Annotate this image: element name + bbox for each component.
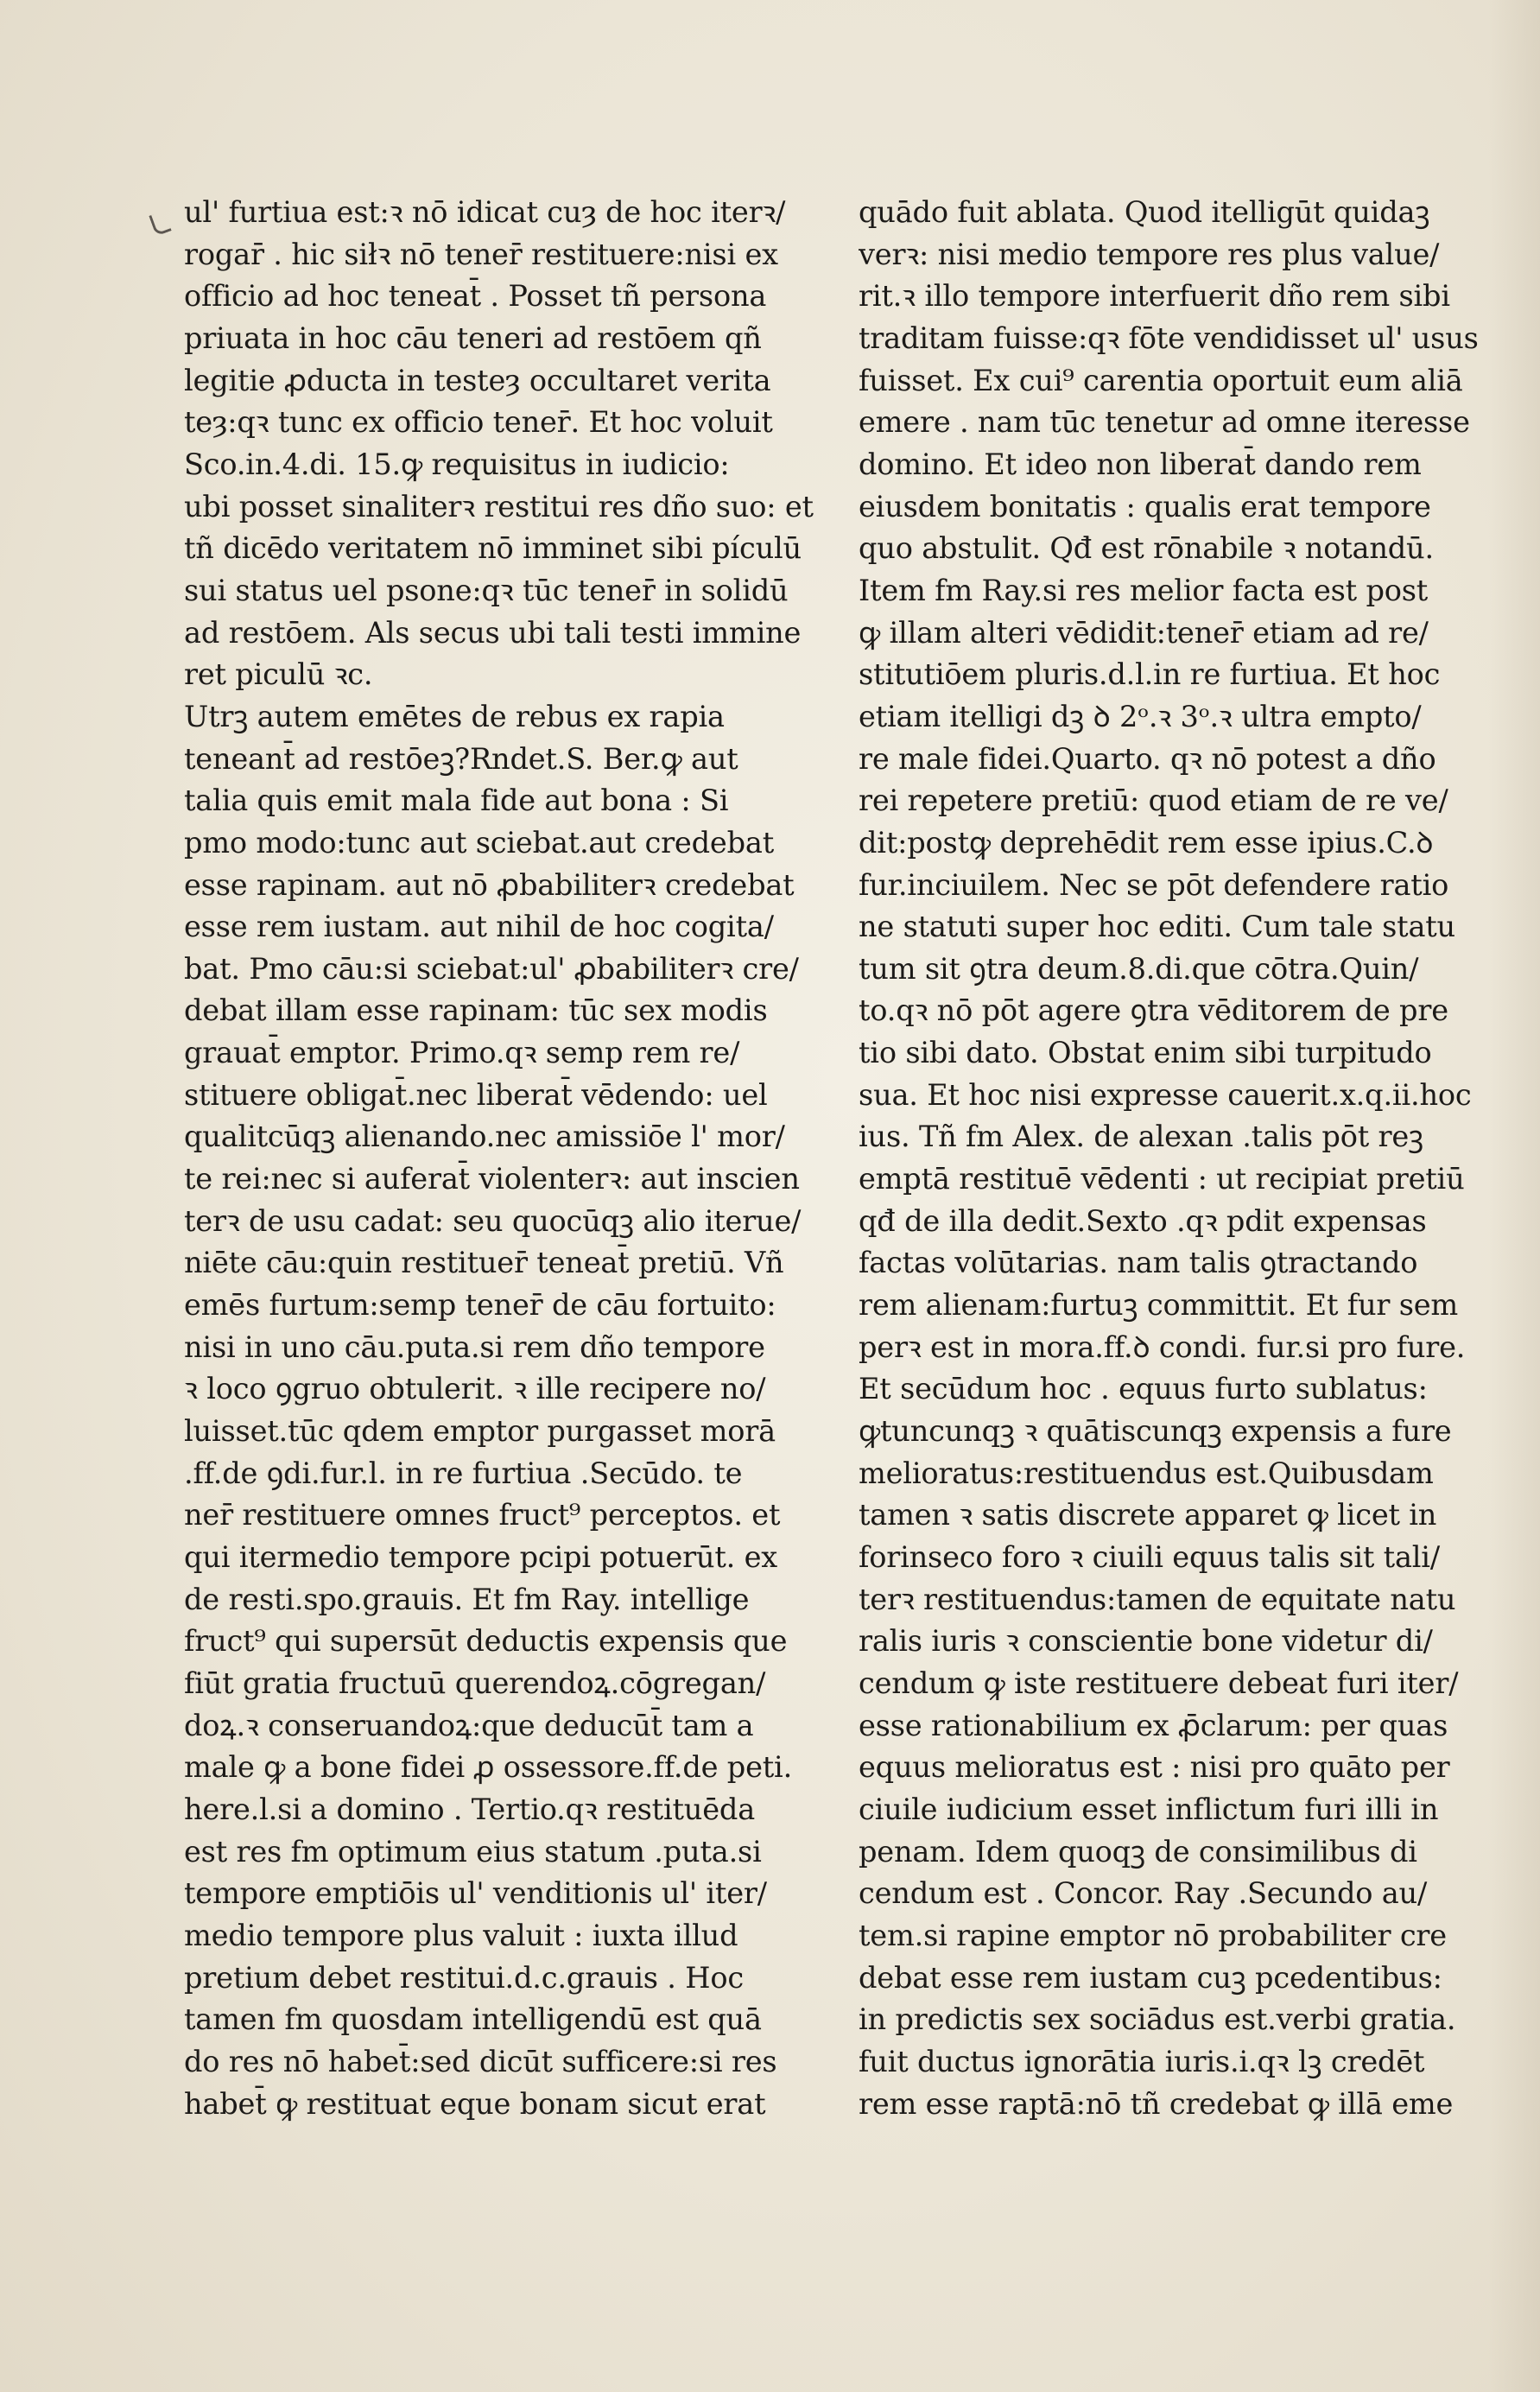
text-line: quādo fuit ablata. Quod itelligūt quidaꝫ [859,195,1430,229]
text-line: here.l.si a domino . Tertio.qꝛ restituēda [184,1792,756,1826]
left-text-column [184,192,823,2125]
text-line: melioratus:restituendus est.Quibusdam [859,1456,1434,1490]
text-line: qualitcūqꝫ alienando.nec amissiōe l' mor/ [184,1120,785,1154]
text-line: factas volūtarias. nam talis ꝯtractando [859,1246,1418,1280]
text-line: ius. Tñ fm Alex. de alexan .talis pōt reꝫ [859,1120,1423,1154]
text-line: qđ de illa dedit.Sexto .qꝛ pdit expensas [859,1203,1427,1238]
text-line: ꝙ illam alteri vēdidit:tener̄ etiam ad re/ [859,615,1429,650]
text-line: ralis iuris ꝛ conscientie bone videtur di/ [859,1624,1433,1659]
text-line: emere . nam tūc tenetur ad omne iteresse [859,405,1470,440]
text-line: perꝛ est in mora.ff.ꝺ condi. fur.si pro fure. [859,1329,1466,1364]
text-line: tamen fm quosdam intelligendū est quā [184,2002,762,2037]
text-line: fruct⁹ qui supersūt deductis expensis que [184,1624,788,1659]
text-line: stituere obligat̄.nec liberat̄ vēdendo: uel [184,1077,768,1112]
text-line: ret piculū ꝛc. [184,657,373,692]
text-line: est res fm optimum eius statum .puta.si [184,1834,762,1869]
text-line: tempore emptiōis ul' venditionis ul' iter/ [184,1876,767,1911]
text-line: fur.inciuilem. Nec se pōt defendere ratio [859,867,1449,902]
margin-mark-icon [149,211,171,237]
text-line: rit.ꝛ illo tempore interfuerit dño rem sibi [859,279,1450,314]
text-line: debat illam esse rapinam: tūc sex modis [184,993,768,1028]
text-line: talia quis emit mala fide aut bona : Si [184,784,729,818]
text-line: rem alienam:furtuꝫ committit. Et fur sem [859,1288,1459,1323]
text-line: re male fidei.Quarto. qꝛ nō potest a dño [859,741,1436,776]
text-line: grauat̄ emptor. Primo.qꝛ semp rem re/ [184,1036,740,1070]
text-line: emptā restituē vēdenti : ut recipiat pretiū [859,1162,1465,1196]
text-line: verꝛ: nisi medio tempore res plus value/ [859,237,1440,271]
text-line: ner̄ restituere omnes fruct⁹ perceptos. et [184,1498,781,1532]
text-line: debat esse rem iustam cuꝫ pcedentibus: [859,1960,1442,1995]
text-line: fuit ductus ignorātia iuris.i.qꝛ lꝫ credēt [859,2044,1425,2078]
text-line: terꝛ de usu cadat: seu quocūqꝫ alio iterue/ [184,1203,802,1238]
text-line: esse rationabilium ex ꝓ̄clarum: per quas [859,1708,1448,1742]
text-line: sua. Et hoc nisi expresse cauerit.x.q.ii.hoc [859,1077,1472,1112]
text-line: penam. Idem quoqꝫ de consimilibus di [859,1834,1417,1869]
text-line: tamen ꝛ satis discrete apparet ꝙ licet in [859,1498,1437,1532]
text-line: terꝛ restituendus:tamen de equitate natu [859,1582,1456,1616]
text-line: eiusdem bonitatis : qualis erat tempore [859,489,1431,523]
text-line: do res nō habet̄:sed dicūt sufficere:si res [184,2044,777,2078]
text-line: dit:postꝙ deprehēdit rem esse ipius.C.ꝺ [859,825,1434,860]
right-text-column [859,192,1498,2125]
text-line: domino. Et ideo non liberat̄ dando rem [859,447,1422,481]
text-line: nisi in uno cāu.puta.si rem dño tempore [184,1329,765,1364]
text-line: esse rem iustam. aut nihil de hoc cogita/ [184,910,774,944]
text-line: esse rapinam. aut nō ꝓbabiliterꝛ credebat [184,867,795,902]
text-line: te rei:nec si auferat̄ violenterꝛ: aut inscien [184,1162,800,1196]
text-line: in predictis sex sociādus est.verbi gratia. [859,2002,1456,2037]
text-line: tum sit ꝯtra deum.8.di.que cōtra.Quin/ [859,951,1419,986]
text-line: ciuile iudicium esset inflictum furi illi in [859,1792,1439,1826]
text-line: legitie ꝓducta in testeȝ occultaret verita [184,363,771,397]
text-line: emēs furtum:semp tener̄ de cāu fortuito: [184,1288,776,1323]
text-line: luisset.tūc qdem emptor purgasset morā [184,1414,776,1449]
text-line: priuata in hoc cāu teneri ad restōem qñ [184,320,762,355]
text-line: stitutiōem pluris.d.l.in re furtiua. Et hoc [859,657,1441,692]
text-line: ꝛ loco ꝯgruo obtulerit. ꝛ ille recipere no/ [184,1372,766,1406]
text-line: fuisset. Ex cui⁹ carentia oportuit eum aliā [859,363,1463,397]
text-line: .ff.de ꝯdi.fur.l. in re furtiua .Secūdo. te [184,1456,743,1490]
text-line: pmo modo:tunc aut sciebat.aut credebat [184,825,774,860]
text-line: teȝ:qꝛ tunc ex officio tener̄. Et hoc voluit [184,405,773,440]
text-line: bat. Pmo cāu:si sciebat:ul' ꝓbabiliterꝛ cre/ [184,951,799,986]
text-line: rem esse raptā:nō tñ credebat ꝙ illā eme [859,2086,1454,2121]
text-line: tñ dicēdo veritatem nō imminet sibi pículū [184,531,802,566]
text-line: ad restōem. Als secus ubi tali testi immine [184,615,802,650]
text-line: etiam itelligi dꝫ ꝺ 2ᵒ.ꝛ 3ᵒ.ꝛ ultra empto/ [859,699,1422,733]
text-line: pretium debet restitui.d.c.grauis . Hoc [184,1960,744,1995]
text-line: Item fm Ray.si res melior facta est post [859,573,1429,607]
text-line: Utrꝫ autem emētes de rebus ex rapia [184,699,725,733]
text-line: tem.si rapine emptor nō probabiliter cre [859,1918,1447,1952]
text-line: officio ad hoc teneat̄ . Posset tñ persona [184,279,767,314]
text-line: teneant̄ ad restōeꝫ?Rndet.S. Ber.ꝙ aut [184,741,738,776]
text-line: rei repetere pretiū: quod etiam de re ve/ [859,784,1448,818]
text-line: Et secūdum hoc . equus furto sublatus: [859,1372,1428,1406]
text-line: equus melioratus est : nisi pro quāto per [859,1750,1450,1785]
text-line: qui itermedio tempore pcipi potuerūt. ex [184,1540,778,1574]
text-line: niēte cāu:quin restituer̄ teneat̄ pretiū. Vñ [184,1246,784,1280]
text-line: rogar̄ . hic siłꝛ nō tener̄ restituere:nisi ex [184,237,778,271]
text-line: doꝝ.ꝛ conseruandoꝝ:que deducūt̄ tam a [184,1708,754,1742]
text-line: traditam fuisse:qꝛ fōte vendidisset ul' usus [859,320,1479,355]
text-line: to.qꝛ nō pōt agere ꝯtra vēditorem de pre [859,993,1448,1028]
text-line: cendum est . Concor. Ray .Secundo au/ [859,1876,1428,1911]
text-line: cendum ꝙ iste restituere debeat furi iter/ [859,1666,1459,1700]
text-line: medio tempore plus valuit : iuxta illud [184,1918,738,1952]
text-line: habet̄ ꝙ restituat eque bonam sicut erat [184,2086,766,2121]
text-line: de resti.spo.grauis. Et fm Ray. intellige [184,1582,750,1616]
text-line: forinseco foro ꝛ ciuili equus talis sit tali/ [859,1540,1440,1574]
text-line: ne statuti super hoc editi. Cum tale statu [859,910,1455,944]
text-line: quo abstulit. Qđ est rōnabile ꝛ notandū. [859,531,1434,566]
text-line: Sco.in.4.di. 15.ꝙ requisitus in iudicio: [184,447,730,481]
text-line: ꝙtuncunqꝫ ꝛ quātiscunqꝫ expensis a fure [859,1414,1452,1449]
text-line: ubi posset sinaliterꝛ restitui res dño suo: et [184,489,814,523]
text-line: fiūt gratia fructuū querendoꝝ.cōgregan/ [184,1666,766,1700]
text-line: tio sibi dato. Obstat enim sibi turpitudo [859,1036,1432,1070]
text-line: ul' furtiua est:ꝛ nō idicat cuȝ de hoc iterꝛ/ [184,195,786,229]
text-line: sui status uel psone:qꝛ tūc tener̄ in solidū [184,573,789,607]
text-line: male ꝙ a bone fidei ꝓ ossessore.ff.de peti. [184,1750,793,1785]
